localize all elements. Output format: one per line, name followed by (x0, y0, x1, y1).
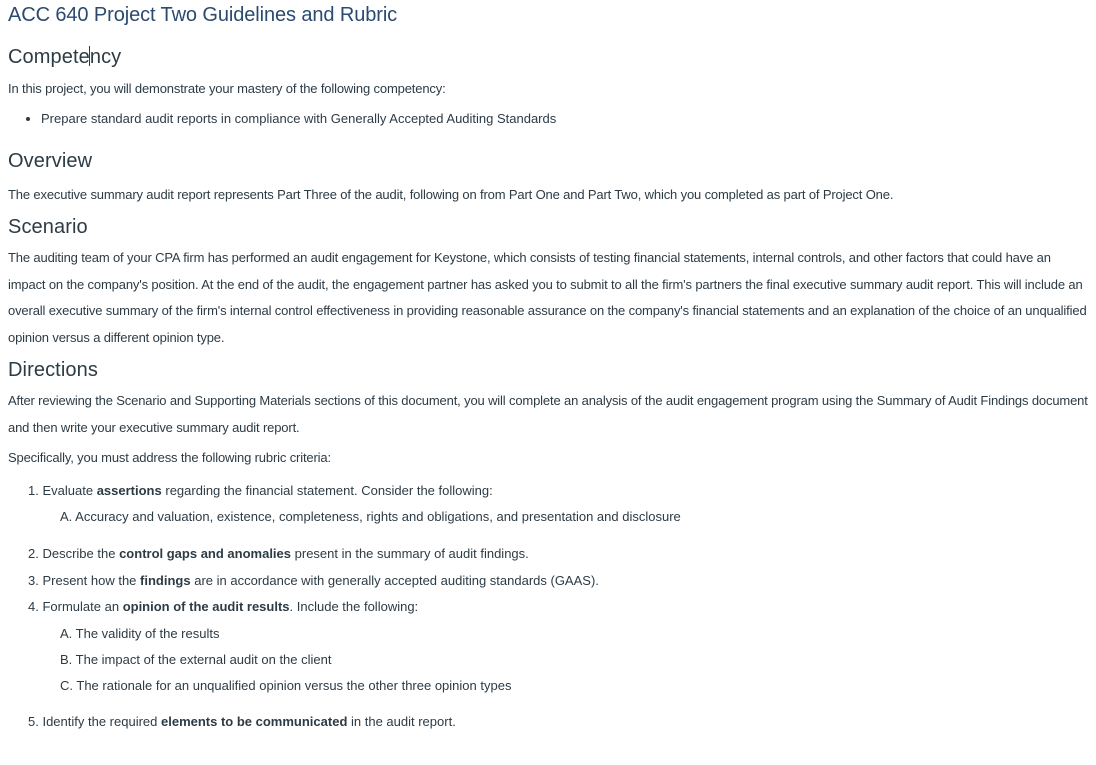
rubric-criteria-list (28, 478, 1088, 736)
criterion-post: are in accordance with generally accepted auditing standards (GAAS). (194, 572, 599, 588)
criterion-pre: Describe the (42, 546, 116, 562)
criterion-pre: Present how the (42, 572, 137, 588)
criterion-4-subitems (28, 621, 1088, 700)
criterion-number: 1. (28, 482, 39, 498)
scenario-text: The auditing team of your CPA firm has performed an audit engagement for Keystone, which consists of testing financial statements, internal controls, and other factors that could have an impact on the company's position. At the end of the audit, the engagement partner has asked you to submit to all the firm's partners the final executive summary audit report. This will include an overall executive summary of the firm's internal control effectiveness in providing reasonable assurance on the company's financial statements and an explanation of the choice of an unqualified opinion versus a different opinion type. (8, 250, 1087, 345)
criterion-1 (28, 478, 1088, 505)
criterion-subitem: A. The validity of the results (60, 625, 220, 641)
criterion-5 (28, 709, 1088, 736)
criterion-post: regarding the financial statement. Consider the following: (165, 482, 493, 498)
criterion-subitem: C. The rationale for an unqualified opinion versus the other three opinion types (60, 678, 512, 694)
specifically-text: Specifically, you must address the following rubric criteria: (8, 450, 331, 465)
criterion-2 (28, 541, 1088, 568)
criterion-number: 4. (28, 599, 39, 615)
competency-heading (8, 46, 1088, 69)
criterion-post: . Include the following: (289, 599, 419, 615)
criterion-post: in the audit report. (351, 714, 456, 730)
criterion-3 (28, 568, 1088, 595)
criterion-pre: Evaluate (42, 482, 94, 498)
criterion-number: 2. (28, 546, 39, 562)
directions-text: After reviewing the Scenario and Supporting Materials sections of this document, you will complete an analysis of the audit engagement program using the Summary of Audit Findings document and then write your executive summary audit report. (8, 393, 1088, 435)
criterion-4 (28, 594, 1088, 621)
scenario-heading: Scenario (8, 216, 88, 238)
criterion-number: 5. (28, 714, 39, 730)
criterion-pre: Identify the required (42, 714, 158, 730)
criterion-subitem: A. Accuracy and valuation, existence, completeness, rights and obligations, and presentation and disclosure (60, 509, 681, 524)
criterion-keyword: findings (140, 572, 191, 588)
competency-heading-part1: Compete (8, 46, 90, 68)
competency-list (8, 106, 1088, 132)
criterion-1-subitems (28, 504, 1088, 530)
competency-bullet: • Prepare standard audit reports in compliance with Generally Accepted Auditing Standards (41, 106, 1088, 132)
competency-intro: In this project, you will demonstrate your mastery of the following competency: (8, 81, 446, 96)
overview-text: The executive summary audit report represents Part Three of the audit, following on from Part One and Part Two, which you completed as part of Project One. (8, 186, 894, 202)
criterion-post: present in the summary of audit findings. (294, 546, 529, 562)
criterion-keyword: assertions (96, 482, 162, 498)
criterion-subitem: B. The impact of the external audit on the client (60, 651, 332, 667)
criterion-keyword: opinion of the audit results (122, 599, 290, 615)
overview-heading: Overview (8, 149, 93, 172)
criterion-pre: Formulate an (42, 599, 120, 615)
competency-heading-part2: ncy (89, 46, 122, 68)
criterion-keyword: elements to be communicated (161, 714, 348, 730)
page-title: ACC 640 Project Two Guidelines and Rubric (8, 4, 398, 26)
directions-heading: Directions (8, 359, 98, 381)
criterion-number: 3. (28, 572, 39, 588)
criterion-keyword: control gaps and anomalies (119, 546, 292, 562)
